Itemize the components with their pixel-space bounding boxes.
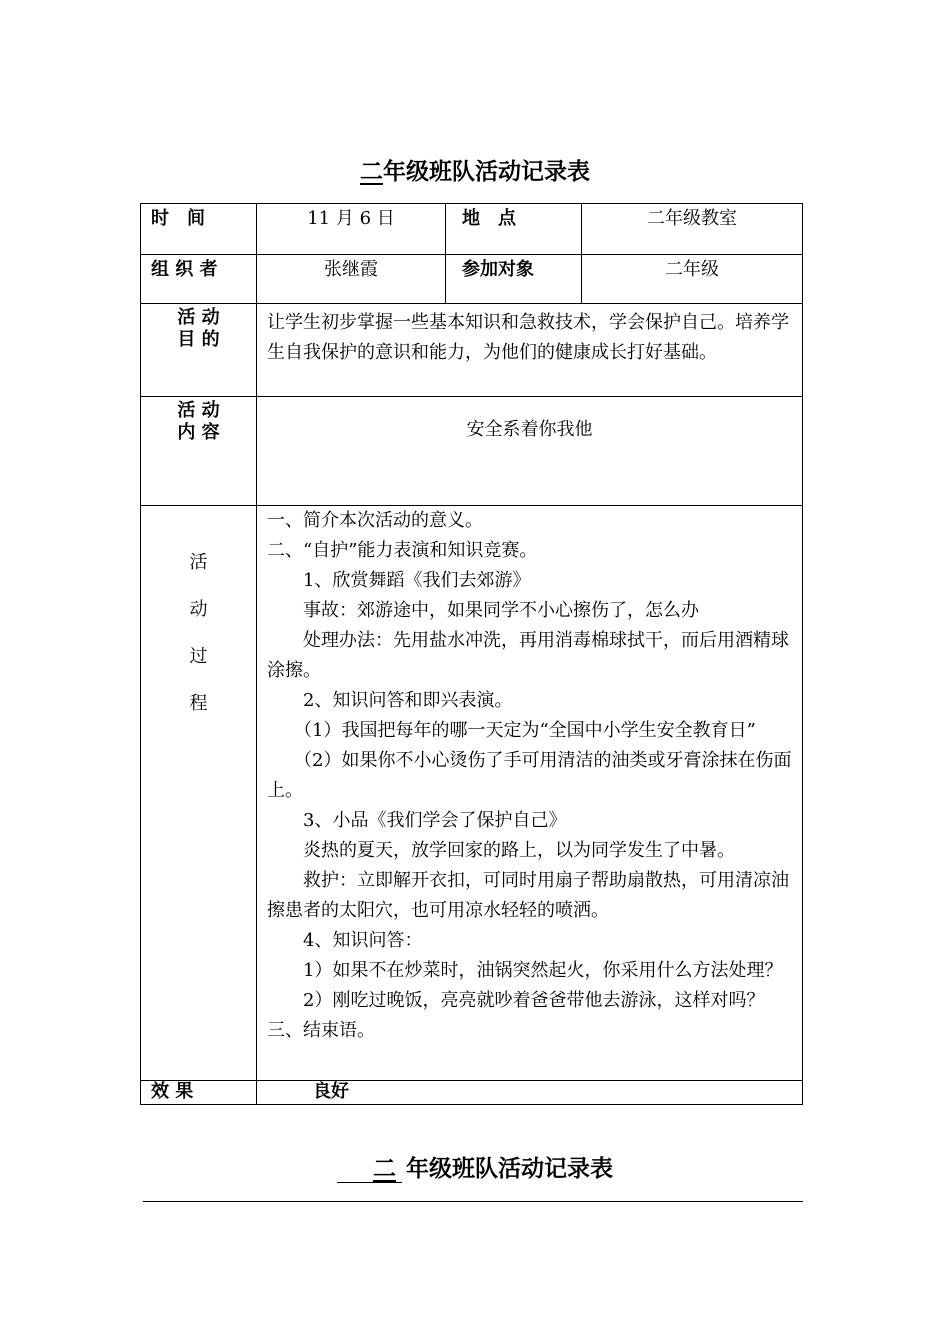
process-line: 1、欣赏舞蹈《我们去郊游》: [267, 570, 531, 591]
process-content: [257, 506, 803, 1081]
purpose-value: 让学生初步掌握一些基本知识和急救技术，学会保护自己。培养学生自我保护的意识和能力，为他们的健康成长打好基础。: [257, 304, 803, 397]
process-line: 救护：立即解开衣扣，可同时用扇子帮助扇散热，可用清凉油擦患者的太阳穴，也可用凉水轻轻的喷洒。: [267, 870, 789, 921]
process-label-char: 过: [189, 646, 208, 667]
place-label: 地 点: [446, 204, 582, 255]
process-line: （1）我国把每年的哪一天定为“全国中小学生安全教育日”: [267, 720, 756, 741]
process-line: 二、“自护”能力表演和知识竞赛。: [267, 540, 538, 561]
organizer-label: 组 织 者: [141, 255, 257, 304]
process-line: （2）如果你不小心烫伤了手可用清洁的油类或牙膏涂抹在伤面上。: [267, 750, 792, 801]
effect-label: 效 果: [141, 1081, 257, 1105]
page-title: [0, 153, 950, 186]
participants-label: 参加对象: [446, 255, 582, 304]
process-line: 1）如果不在炒菜时，油锅突然起火，你采用什么方法处理？: [267, 960, 783, 981]
process-line: 炎热的夏天，放学回家的路上，以为同学发生了中暑。: [267, 840, 735, 861]
process-line: 一、简介本次活动的意义。: [267, 510, 483, 531]
page-title-2: [0, 1150, 950, 1183]
process-label: [141, 506, 257, 1081]
process-line: 3、小品《我们学会了保护自己》: [267, 810, 567, 831]
purpose-label-line1: 活 动: [177, 307, 220, 328]
organizer-value: 张继霞: [257, 255, 446, 304]
process-line: 处理办法：先用盐水冲洗，再用消毒棉球拭干，而后用酒精球涂擦。: [267, 630, 789, 681]
process-line: 三、结束语。: [267, 1020, 375, 1041]
activity-record-table: [140, 203, 803, 1105]
process-line: 2）刚吃过晚饭，亮亮就吵着爸爸带他去游泳，这样对吗？: [267, 990, 765, 1011]
content-label-line2: 内 容: [177, 422, 220, 443]
grade-underlined-2: 二: [337, 1156, 402, 1183]
purpose-label: [141, 304, 257, 397]
title-text-2: 年级班队活动记录表: [406, 1156, 613, 1182]
table-top-border: [143, 1201, 803, 1202]
title-text: 年级班队活动记录表: [383, 159, 590, 185]
participants-value: 二年级: [582, 255, 803, 304]
process-label-char: 活: [189, 552, 208, 573]
time-value: 11 月 6 日: [257, 204, 446, 255]
time-label: 时 间: [141, 204, 257, 255]
process-line: 4、知识问答：: [267, 930, 423, 951]
content-label: [141, 397, 257, 506]
process-label-char: 程: [189, 693, 208, 714]
process-line: 2、知识问答和即兴表演。: [267, 690, 513, 711]
place-value: 二年级教室: [582, 204, 803, 255]
process-label-char: 动: [189, 599, 208, 620]
process-line: 事故：郊游途中，如果同学不小心擦伤了，怎么办: [267, 600, 699, 621]
purpose-label-line2: 目 的: [177, 329, 220, 350]
grade-underlined: 二: [360, 159, 383, 185]
content-label-line1: 活 动: [177, 400, 220, 421]
content-value: 安全系着你我他: [257, 397, 803, 506]
effect-value: 良好: [257, 1081, 803, 1105]
